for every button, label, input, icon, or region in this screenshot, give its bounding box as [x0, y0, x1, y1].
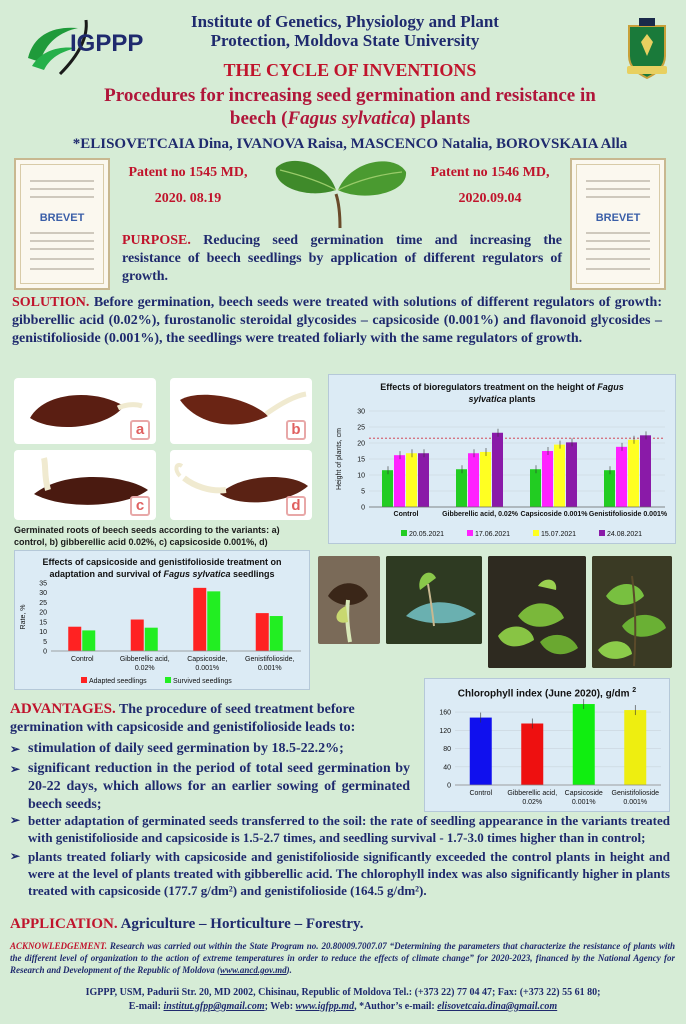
beech-seedling-photo [266, 150, 416, 234]
y-tick-label: 10 [39, 629, 47, 637]
seedling-photo-2 [386, 556, 482, 644]
y-tick-label: 30 [39, 590, 47, 598]
institute-name: Institute of Genetics, Physiology and Plant Protection, Moldova State University [191, 12, 499, 50]
chlorophyll-chart-svg [425, 679, 671, 813]
legend-swatch [599, 530, 605, 536]
author-email-link[interactable]: elisovetcaia.dina@gmail.com [437, 1001, 558, 1012]
x-tick-label: Capsicoside, 0.001% [187, 656, 228, 672]
y-axis-label: Height of plants, cm [336, 428, 343, 490]
legend-label: 20.05.2021 [409, 531, 445, 538]
seedling-photo-3 [488, 556, 586, 668]
bar [456, 469, 467, 507]
solution-paragraph: SOLUTION. Before germination, beech seeds were treated with solutions of different regulators of growth: gibberellic acid (0.02%), furostanolic steroidal glycosides – capsicoside (0.001%) and flavonoid glycosides – genistifolioside (0.001%), the seedlings were treated foliarly with the same regulators of growth. [12, 295, 662, 346]
bar [624, 710, 646, 785]
cycle-heading: THE CYCLE OF INVENTIONS [223, 60, 477, 80]
list-item: ➢ significant reduction in the period of total seed germination by 20-22 days, which allows for an earlier sowing of germinated beech seeds; [10, 760, 410, 814]
height-chart-title: Effects of bioregulators treatment on the height of Fagus sylvatica plants [380, 382, 624, 404]
patent-certificate-right: BREVET [570, 158, 666, 290]
bar [382, 470, 393, 507]
bar [145, 628, 158, 651]
bar [207, 591, 220, 651]
authors-line: *ELISOVETCAIA Dina, IVANOVA Raisa, MASCENCO Natalia, BOROVSKAIA Alla [72, 136, 628, 152]
patent-certificate-left: BREVET [14, 158, 110, 290]
x-tick-label: Gibberellic acid, 0.02% [119, 656, 170, 672]
y-tick-label: 0 [447, 782, 451, 790]
y-tick-label: 0 [361, 504, 365, 512]
y-tick-label: 20 [357, 440, 365, 448]
bar [604, 470, 615, 507]
seedling-photo-4 [592, 556, 672, 668]
bar [406, 453, 417, 507]
list-item: ➢ stimulation of daily seed germination by 18.5-22.2%; [10, 740, 410, 758]
bar [616, 447, 627, 507]
bar [554, 445, 565, 507]
seed-photos-caption: Germinated roots of beech seeds according to the variants: a) control, b) gibberellic acid 0.02%, c) capsicoside 0.001%, d) [14, 525, 280, 547]
bar [566, 442, 577, 507]
legend-label: Adapted seedlings [89, 678, 147, 685]
bar [640, 435, 651, 507]
legend-swatch [401, 530, 407, 536]
y-tick-label: 30 [357, 408, 365, 416]
y-tick-label: 10 [357, 472, 365, 480]
bar [193, 588, 206, 651]
seed-photo-a: a [14, 378, 156, 444]
seed-photo-b: b [170, 378, 312, 444]
university-crest-icon [625, 16, 669, 80]
y-tick-label: 0 [43, 648, 47, 656]
height-chart-svg [329, 375, 677, 545]
legend-label: Survived seedlings [173, 678, 232, 685]
x-tick-label: Capsicoside 0.001% [564, 790, 603, 806]
bar [68, 627, 81, 651]
bar [394, 455, 405, 507]
bar [270, 616, 283, 651]
y-axis-label: Rate, % [20, 604, 27, 630]
legend-swatch [165, 677, 171, 683]
legend-swatch [467, 530, 473, 536]
x-tick-label: Genistifolioside 0.001% [588, 511, 668, 518]
x-tick-label: Control [469, 790, 493, 797]
advantages-intro: ADVANTAGES. The procedure of seed treatment before germination with capsicoside and genistifolioside leads to: [10, 701, 356, 735]
legend-swatch [533, 530, 539, 536]
footer: IGPPP, USM, Padurii Str. 20, MD 2002, Chisinau, Republic of Moldova Tel.: (+373 22) 77 04 47; Fax: (+373 22) 55 61 80; E-mail: institut.gfpp@gmail.com; Web: www.igfpp.md, *Author’s e-mail: elisovetcaia.dina@gmail.com [85, 987, 601, 1012]
bar [131, 620, 144, 651]
acknowledgement: ACKNOWLEDGEMENT. Research was carried out within the State Program no. 20.80009.7007.07 “Determining the parameters that characterize the resistance of plants with the different level of organization to the action of extreme temperatures in order to reduce the effects of climate change” for 2020-2023, financed by the National Agency for Research and Development of the Republic of Moldova (www.ancd.gov.md). [10, 941, 675, 975]
y-tick-label: 25 [357, 424, 365, 432]
y-tick-label: 15 [357, 456, 365, 464]
bar [521, 724, 543, 786]
list-item: ➢ better adaptation of germinated seeds transferred to the soil: the rate of seedling appearance in the variants treated with genistifolioside and capsicoside is 1.5-2.7 times, and seedling survival - 1.7-3.0 times higher than in control; [10, 812, 670, 846]
patent-left: Patent no 1545 MD, 2020. 08.19 [128, 165, 248, 206]
y-tick-label: 160 [439, 709, 451, 717]
ancd-link[interactable]: www.ancd.gov.md [219, 965, 287, 975]
y-tick-label: 40 [443, 764, 451, 772]
bar [492, 433, 503, 507]
y-tick-label: 15 [39, 619, 47, 627]
logo-text: IGPPP [70, 30, 144, 57]
list-item: ➢ plants treated foliarly with capsicoside and genistifolioside significantly exceeded the control plants in height and were at the level of plants treated with gibberellic acid. The chlorophyll index was also significantly higher in plants treated with capsicoside (177.7 g/dm²) and genistifolioside (164.5 g/dm²). [10, 848, 670, 899]
y-tick-label: 5 [43, 638, 47, 646]
patent-right: Patent no 1546 MD, 2020.09.04 [430, 165, 550, 206]
purpose-paragraph: PURPOSE. Reducing seed germination time and increasing the resistance of beech seedlings by application of different regulators of growth. [122, 233, 562, 284]
x-tick-label: Control [393, 511, 419, 518]
x-tick-label: Genistifolioside, 0.001% [245, 656, 295, 672]
seed-photo-d: d [170, 450, 312, 520]
x-tick-label: Control [70, 656, 94, 663]
seedling-photo-1 [318, 556, 380, 644]
x-tick-label: Genistifolioside 0.001% [611, 790, 659, 806]
institute-email-link[interactable]: institut.gfpp@gmail.com [163, 1001, 265, 1012]
height-chart [328, 374, 676, 544]
advantages-list-wide [10, 812, 670, 901]
bar [542, 451, 553, 507]
legend-label: 15.07.2021 [541, 531, 577, 538]
y-tick-label: 120 [439, 727, 451, 735]
bar [530, 469, 541, 507]
seed-photo-c: c [14, 450, 156, 520]
x-tick-label: Gibberellic acid, 0.02% [442, 511, 518, 518]
legend-label: 17.06.2021 [475, 531, 511, 538]
advantages-list [10, 740, 410, 816]
application-line: APPLICATION. Agriculture – Horticulture – Forestry. [10, 916, 364, 932]
bar [256, 613, 269, 651]
x-tick-label: Gibberellic acid, 0.02% [507, 790, 558, 806]
survival-chart-title: Effects of capsicoside and genistifolioside treatment on adaptation and survival of Fagus sylvatica seedlings [42, 557, 282, 579]
bar [628, 440, 639, 507]
y-tick-label: 20 [39, 609, 47, 617]
bar [82, 630, 95, 651]
bar [480, 452, 491, 507]
legend-swatch [81, 677, 87, 683]
y-tick-label: 80 [443, 746, 451, 754]
bar [573, 704, 595, 785]
y-tick-label: 25 [39, 599, 47, 607]
legend-label: 24.08.2021 [607, 531, 643, 538]
survival-chart-svg [15, 551, 311, 691]
survival-chart [14, 550, 310, 690]
y-tick-label: 5 [361, 488, 365, 496]
x-tick-label: Capsicoside 0.001% [520, 511, 588, 518]
bar [418, 453, 429, 507]
bar [470, 718, 492, 785]
website-link[interactable]: www.igfpp.md [295, 1001, 355, 1012]
chlorophyll-chart [424, 678, 670, 812]
chlorophyll-chart-title: Chlorophyll index (June 2020), g/dm $^2$ [457, 687, 637, 700]
poster-title: Procedures for increasing seed germination and resistance in beech (Fagus sylvatica) plants [104, 85, 596, 129]
y-tick-label: 35 [39, 580, 47, 588]
bar [468, 453, 479, 507]
